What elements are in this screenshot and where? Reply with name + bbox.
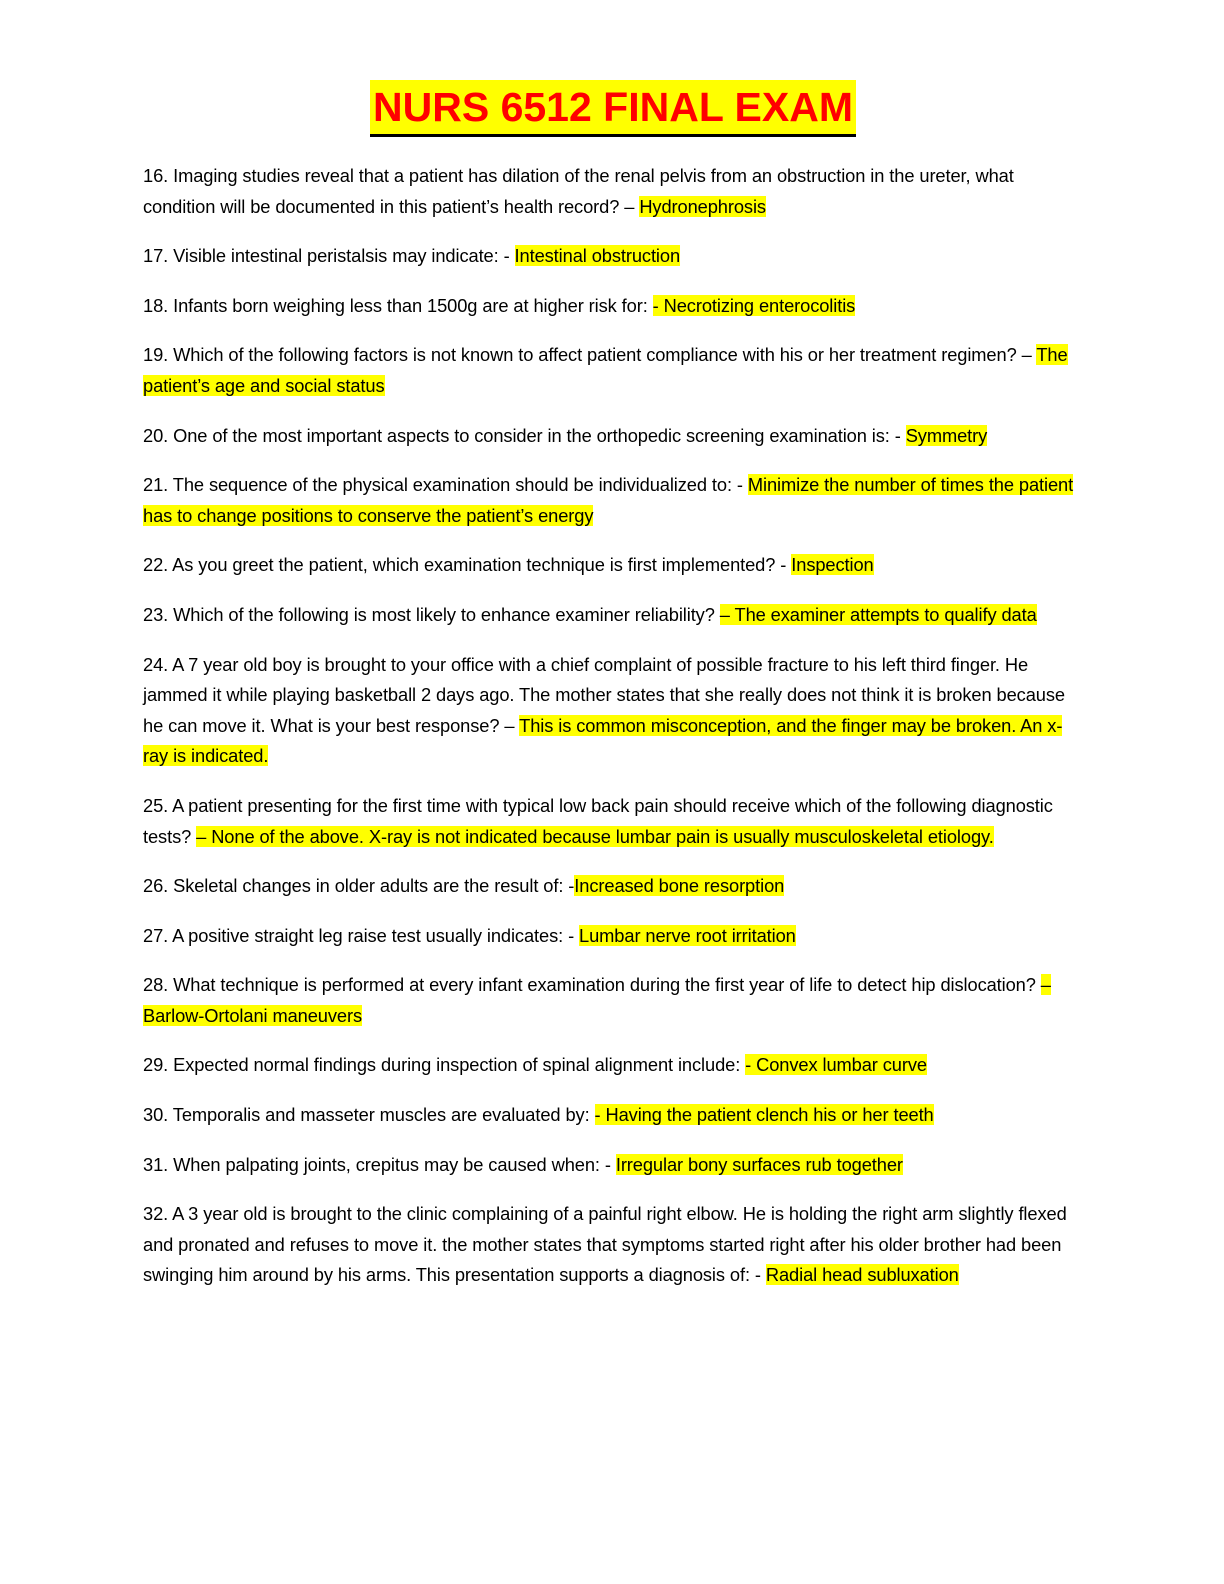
question-text: One of the most important aspects to consider in the orthopedic screening examination is: - — [168, 424, 906, 446]
highlighted-answer: Increased bone resorption — [574, 875, 785, 897]
question-number: 19. — [143, 344, 169, 366]
highlighted-answer: – Barlow-Ortolani maneuvers — [143, 974, 1051, 1026]
question-text: Expected normal findings during inspection of spinal alignment include: — [168, 1054, 746, 1076]
question-number: 21. — [143, 474, 169, 496]
question-text: The sequence of the physical examination should be individualized to: - — [168, 474, 748, 496]
question-item — [143, 871, 1083, 902]
question-item — [143, 1050, 1083, 1081]
question-number: 31. — [143, 1153, 169, 1175]
question-number: 30. — [143, 1104, 169, 1126]
question-item — [143, 241, 1083, 272]
question-text: A positive straight leg raise test usually indicates: - — [168, 924, 580, 946]
question-number: 17. — [143, 245, 169, 267]
highlighted-answer: Intestinal obstruction — [514, 245, 681, 267]
document-page — [143, 80, 1083, 1310]
question-item — [143, 1100, 1083, 1131]
question-number: 26. — [143, 875, 169, 897]
highlighted-answer: – The examiner attempts to qualify data — [719, 603, 1037, 625]
question-item — [143, 550, 1083, 581]
title-wrapper — [143, 80, 1083, 137]
question-text: Which of the following factors is not known to affect patient compliance with his or her treatment regimen? – — [168, 344, 1037, 366]
highlighted-answer: Lumbar nerve root irritation — [579, 924, 796, 946]
question-number: 22. — [143, 554, 169, 576]
highlighted-answer: Minimize the number of times the patient has to change positions to conserve the patient’s energy — [143, 474, 1074, 526]
highlighted-answer: Hydronephrosis — [639, 195, 766, 217]
question-text: As you greet the patient, which examination technique is first implemented? - — [168, 554, 792, 576]
question-number: 20. — [143, 424, 169, 446]
question-text: What technique is performed at every infant examination during the first year of life to detect hip dislocation? — [168, 974, 1041, 996]
question-list — [143, 161, 1083, 1291]
question-text: Infants born weighing less than 1500g are at higher risk for: — [168, 294, 653, 316]
question-item — [143, 421, 1083, 452]
question-text: Skeletal changes in older adults are the result of: - — [168, 875, 575, 897]
highlighted-answer: – None of the above. X-ray is not indicated because lumbar pain is usually musculoskeletal etiology. — [196, 825, 994, 847]
question-number: 27. — [143, 924, 169, 946]
question-text: A patient presenting for the first time with typical low back pain should receive which of the following diagnostic tests? — [143, 794, 1053, 847]
highlighted-answer: The patient’s age and social status — [143, 344, 1068, 396]
question-item — [143, 791, 1083, 852]
question-number: 29. — [143, 1054, 169, 1076]
question-item — [143, 1150, 1083, 1181]
question-text: Visible intestinal peristalsis may indicate: - — [168, 245, 515, 267]
highlighted-answer: Symmetry — [905, 424, 988, 446]
question-item — [143, 600, 1083, 631]
highlighted-answer: Irregular bony surfaces rub together — [615, 1153, 903, 1175]
question-item — [143, 921, 1083, 952]
question-text: A 3 year old is brought to the clinic complaining of a painful right elbow. He is holding the right arm slightly flexed and pronated and refuses to move it. the mother states that symptoms started right after his older brother had been swinging him around by his arms. This presentation supports a diagnosis of: - — [143, 1203, 1067, 1286]
highlighted-answer: - Convex lumbar curve — [745, 1054, 927, 1076]
question-item — [143, 970, 1083, 1031]
question-text: When palpating joints, crepitus may be caused when: - — [168, 1153, 616, 1175]
page-title: NURS 6512 FINAL EXAM — [370, 80, 856, 137]
highlighted-answer: This is common misconception, and the finger may be broken. An x-ray is indicated. — [143, 714, 1063, 767]
question-number: 25. — [143, 794, 169, 816]
question-text: Imaging studies reveal that a patient has dilation of the renal pelvis from an obstruction in the ureter, what condition will be documented in this patient’s health record? – — [143, 165, 1014, 217]
question-item — [143, 650, 1083, 772]
question-text: Which of the following is most likely to enhance examiner reliability? — [168, 603, 720, 625]
question-number: 18. — [143, 294, 169, 316]
question-number: 32. — [143, 1203, 169, 1225]
question-item — [143, 340, 1083, 401]
question-number: 28. — [143, 974, 169, 996]
question-item — [143, 470, 1083, 531]
highlighted-answer: Radial head subluxation — [765, 1264, 959, 1286]
question-item — [143, 161, 1083, 222]
question-text: Temporalis and masseter muscles are evaluated by: — [168, 1104, 595, 1126]
highlighted-answer: Inspection — [791, 554, 874, 576]
question-number: 23. — [143, 603, 169, 625]
question-number: 16. — [143, 165, 169, 186]
highlighted-answer: - Having the patient clench his or her teeth — [594, 1104, 934, 1126]
question-item — [143, 291, 1083, 322]
highlighted-answer: - Necrotizing enterocolitis — [652, 294, 856, 316]
question-text: A 7 year old boy is brought to your office with a chief complaint of possible fracture to his left third finger. He jammed it while playing basketball 2 days ago. The mother states that she really does not think it is broken because he can move it. What is your best response? – — [143, 653, 1065, 736]
question-number: 24. — [143, 653, 169, 675]
question-item — [143, 1199, 1083, 1291]
